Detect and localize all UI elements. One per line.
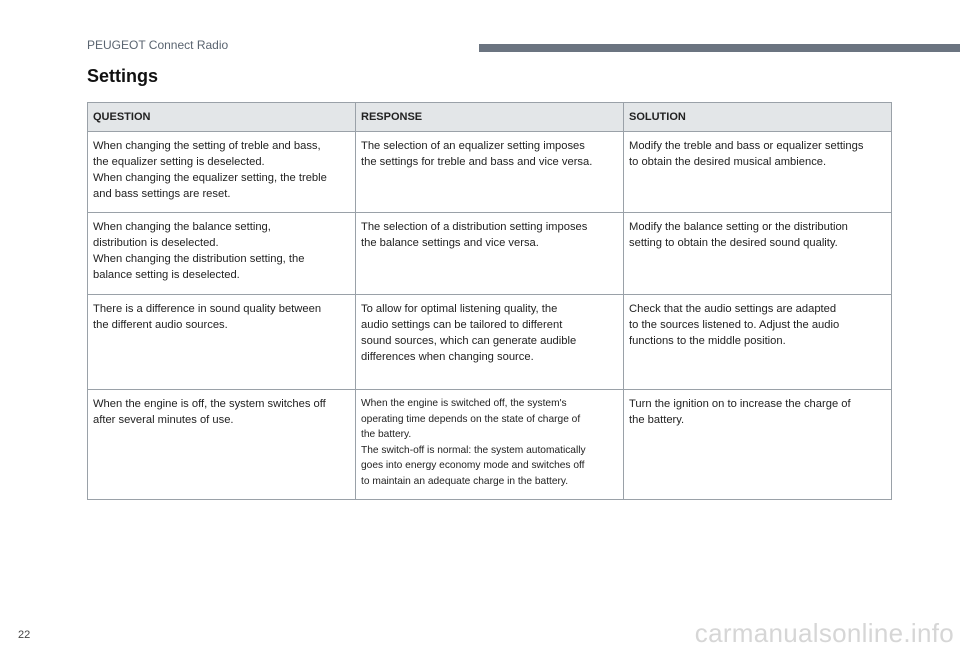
- text-line: the settings for treble and bass and vice versa.: [361, 156, 593, 168]
- header-decorative-bar: [479, 44, 960, 52]
- text-line: setting to obtain the desired sound quality.: [629, 237, 838, 249]
- text-line: When the engine is off, the system switches off: [93, 398, 326, 410]
- solution-cell: [624, 132, 892, 213]
- text-line: When the engine is switched off, the system's: [361, 398, 567, 409]
- text-line: the battery.: [361, 429, 412, 440]
- watermark-text: carmanualsonline.info: [694, 618, 954, 648]
- text-line: There is a difference in sound quality between: [93, 303, 322, 315]
- text-line: When changing the balance setting,: [93, 221, 271, 233]
- column-header-question: QUESTION: [88, 103, 356, 132]
- solution-cell: [624, 213, 892, 295]
- question-cell: [88, 295, 356, 390]
- column-header-response: RESPONSE: [356, 103, 624, 132]
- table-row: [88, 213, 892, 295]
- text-line: Modify the balance setting or the distribution: [629, 221, 848, 233]
- text-line: the equalizer setting is deselected.: [93, 156, 265, 168]
- text-line: To allow for optimal listening quality, the: [361, 303, 558, 315]
- text-line: the battery.: [629, 414, 685, 426]
- text-line: to maintain an adequate charge in the battery.: [361, 475, 569, 487]
- table-header-row: [88, 103, 892, 132]
- text-line: audio settings can be tailored to different: [361, 319, 563, 331]
- text-line: Modify the treble and bass or equalizer settings: [629, 140, 864, 152]
- text-line: functions to the middle position.: [629, 335, 786, 347]
- document-header-title: PEUGEOT Connect Radio: [87, 38, 229, 52]
- text-line: The switch-off is normal: the system automatically: [361, 444, 586, 456]
- text-line: the balance settings and vice versa.: [361, 237, 539, 249]
- text-line: When changing the equalizer setting, the treble: [93, 172, 327, 184]
- text-line: to obtain the desired musical ambience.: [629, 156, 827, 168]
- column-header-solution: SOLUTION: [624, 103, 892, 132]
- table-row: [88, 295, 892, 390]
- text-line: the different audio sources.: [93, 319, 228, 331]
- response-cell: [356, 132, 624, 213]
- text-line: operating time depends on the state of charge of: [361, 413, 581, 425]
- text-line: and bass settings are reset.: [93, 188, 231, 200]
- text-line: balance setting is deselected.: [93, 269, 240, 281]
- text-line: to the sources listened to. Adjust the audio: [629, 319, 840, 331]
- response-cell: [356, 295, 624, 390]
- response-cell: [356, 390, 624, 500]
- text-line: When changing the setting of treble and bass,: [93, 140, 321, 152]
- text-line: When changing the distribution setting, the: [93, 253, 305, 265]
- table-row: [88, 390, 892, 500]
- text-line: after several minutes of use.: [93, 414, 234, 426]
- text-line: sound sources, which can generate audible: [361, 335, 577, 347]
- page-title: Settings: [87, 66, 159, 86]
- faq-table: [87, 102, 892, 500]
- text-line: differences when changing source.: [361, 351, 534, 363]
- question-cell: [88, 132, 356, 213]
- text-line: Turn the ignition on to increase the charge of: [629, 398, 851, 410]
- solution-cell: [624, 295, 892, 390]
- solution-cell: [624, 390, 892, 500]
- question-cell: [88, 213, 356, 295]
- page-number: 22: [18, 629, 31, 641]
- text-line: distribution is deselected.: [93, 237, 219, 249]
- text-line: The selection of an equalizer setting imposes: [361, 140, 585, 152]
- table-row: [88, 132, 892, 213]
- response-cell: [356, 213, 624, 295]
- text-line: Check that the audio settings are adapted: [629, 303, 837, 315]
- question-cell: [88, 390, 356, 500]
- text-line: goes into energy economy mode and switches off: [361, 460, 585, 471]
- text-line: The selection of a distribution setting imposes: [361, 221, 588, 233]
